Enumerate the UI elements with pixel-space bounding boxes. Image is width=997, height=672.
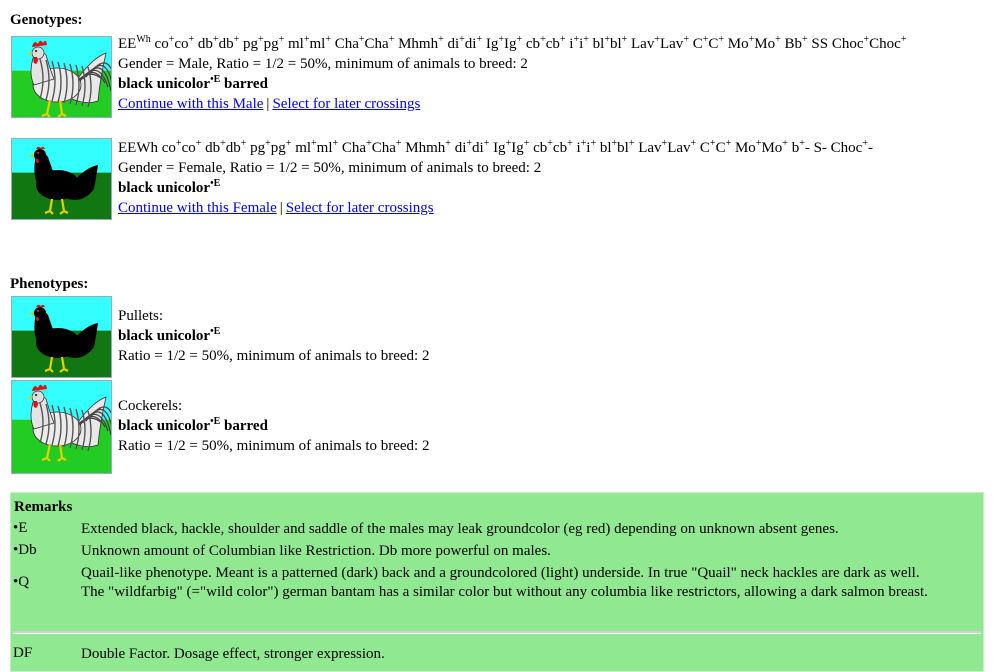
genotype-genes: $EE^{Wh}$ co+co+ db+db+ pg+pg+ ml+ml+ Cha+Cha+ Mhmh+ di+di+ Ig+Ig+ cb+cb+ i+i+ bl+bl+ Lav+Lav+ C+C+ Mo+Mo+ Bb+ SS Choc+Choc+ — [118, 34, 907, 52]
phenotype-label: black unicolor$^{•E}$ — [118, 326, 221, 344]
continue-with-female-link[interactable]: Continue with this Female — [118, 200, 277, 216]
remark-text: Extended black, hackle, shoulder and saddle of the males may leak groundcolor (eg red) depending on unknown absent genes. — [81, 521, 839, 537]
rooster-image — [11, 380, 112, 474]
link-separator: | — [279, 200, 283, 216]
phenotype-group-label: Pullets: — [118, 308, 164, 324]
remarks-title: Remarks — [14, 499, 73, 515]
gender-ratio-text: Gender = Male, Ratio = 1/2 = 50%, minimum of animals to breed: 2 — [118, 56, 528, 72]
gender-ratio-text: Gender = Female, Ratio = 1/2 = 50%, minimum of animals to breed: 2 — [118, 160, 542, 176]
phenotype-entry-pullets — [11, 296, 429, 378]
phenotype-group-label: Cockerels: — [118, 398, 183, 414]
genotype-entry-male — [11, 36, 938, 118]
genotype-genes: EEWh co+co+ db+db+ pg+pg+ ml+ml+ Cha+Cha+ Mhmh+ di+di+ Ig+Ig+ cb+cb+ i+i+ bl+bl+ Lav+Lav+ C+C+ Mo+Mo+ b+- S- Choc+- — [118, 138, 873, 156]
remark-row — [11, 520, 983, 539]
phenotype-label: black unicolor$^{•E}$ — [118, 178, 221, 196]
genotypes-heading: Genotypes: — [10, 12, 83, 28]
phenotypes-heading: Phenotypes: — [10, 276, 89, 292]
rooster-image — [11, 36, 112, 118]
select-for-later-link[interactable]: Select for later crossings — [285, 200, 434, 216]
select-for-later-link[interactable]: Select for later crossings — [272, 96, 421, 112]
remark-key: •E — [13, 520, 28, 536]
phenotype-label: black unicolor$^{•E}$ barred — [118, 74, 268, 92]
remarks-panel — [10, 492, 984, 672]
phenotype-label: black unicolor$^{•E}$ barred — [118, 416, 268, 434]
phenotype-entry-cockerels — [11, 380, 429, 474]
remark-row — [11, 564, 983, 602]
remarks-divider — [13, 631, 981, 634]
ratio-text: Ratio = 1/2 = 50%, minimum of animals to breed: 2 — [118, 348, 430, 364]
link-separator: | — [266, 96, 270, 112]
ratio-text: Ratio = 1/2 = 50%, minimum of animals to breed: 2 — [118, 438, 430, 454]
remark-text: Quail-like phenotype. Meant is a patterned (dark) back and a groundcolored (light) underside. In true "Quail" neck hackles are dark as well. The "wildfarbig" (="wild color") german bantam has a similar color but without any columbia like restrictors, allowing a dark salmon breast. — [81, 565, 928, 600]
genotype-entry-female — [11, 138, 873, 220]
remark-key: •Q — [13, 574, 30, 590]
remark-text: Unknown amount of Columbian like Restriction. Db more powerful on males. — [81, 543, 551, 559]
remark-key: •Db — [13, 542, 37, 558]
remark-row-df — [11, 645, 983, 664]
remark-text: Double Factor. Dosage effect, stronger expression. — [81, 646, 385, 662]
hen-image — [11, 296, 112, 378]
remark-row — [11, 542, 983, 561]
hen-image — [11, 138, 112, 220]
remark-key: DF — [13, 645, 33, 661]
continue-with-male-link[interactable]: Continue with this Male — [118, 96, 264, 112]
